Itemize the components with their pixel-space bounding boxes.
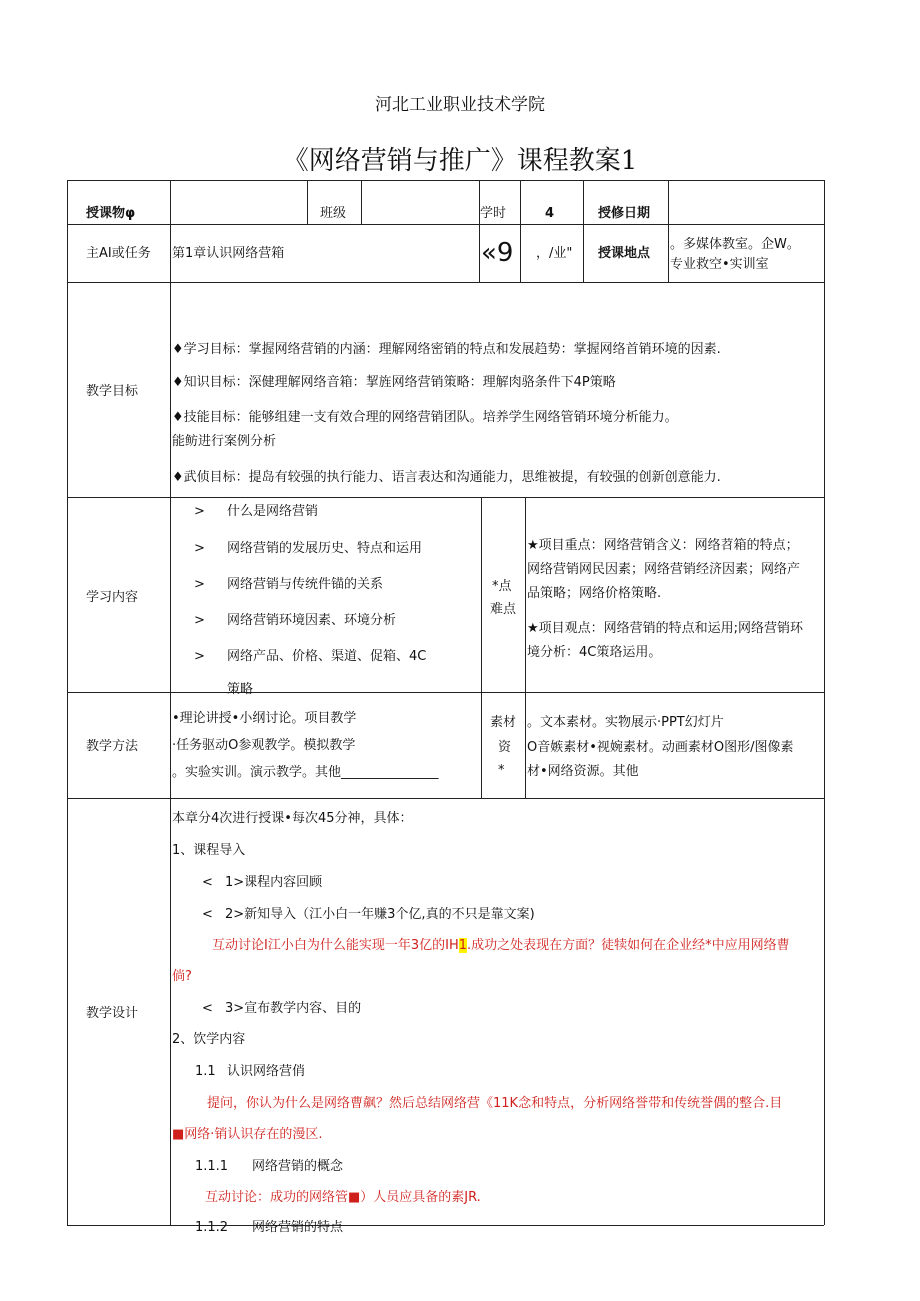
teacher-label: 授课物φ xyxy=(86,206,136,221)
key-line: ★项目观点：网络营销的特点和运用;网络营销环 xyxy=(527,621,804,636)
material-label: * xyxy=(498,763,505,778)
table-border-top xyxy=(67,180,824,181)
list-item: 策略 xyxy=(227,682,254,697)
col-divider xyxy=(361,180,362,224)
bullet-icon: > xyxy=(194,613,205,628)
highlight-mark: 1 xyxy=(458,938,467,953)
col-divider xyxy=(525,497,526,798)
list-item: 网络产品、价格、渠道、促箱、4C xyxy=(227,649,427,664)
row-divider xyxy=(67,1225,824,1226)
table-border-left xyxy=(67,180,68,1225)
list-item: 什么是网络营销 xyxy=(227,504,319,519)
section-number: 1.1.1 xyxy=(195,1159,229,1174)
method-line: ·任务驱动O参观教学。模拟教学 xyxy=(172,738,356,753)
question-note: 提问，你认为什么是网络曹飙？然后总结网络营《11K念和特点，分析网络誉带和传统誉偶的整合.目 xyxy=(207,1096,783,1111)
question-note-cont: ■网络·销认识存在的漫区. xyxy=(172,1127,323,1142)
content-list xyxy=(170,498,481,697)
row-divider xyxy=(67,692,824,693)
hours-label: 学时 xyxy=(480,206,507,221)
key-label: *点 xyxy=(492,579,512,594)
row-divider xyxy=(67,224,824,225)
place-line-1: 。多媒体教室。企W。 xyxy=(670,237,800,252)
discussion-note xyxy=(212,937,790,955)
design-heading: 1、课程导入 xyxy=(172,843,246,858)
material-line: O音嫉素材•视婉素材。动画素材O图形/图像素 xyxy=(527,740,794,755)
key-line: 网络营销网民因素；网络营销经济因素；网络产 xyxy=(527,562,801,577)
bullet-icon: > xyxy=(194,649,205,664)
section-number: 1.1 xyxy=(195,1064,216,1079)
design-step: 2>新知导入（江小白一年赚3个亿,真的不只是靠文案) xyxy=(225,907,535,922)
objective-item: ♦学习目标：掌握网络营销的内涵：理解网络密销的特点和发展趋势：掌握网络首销环境的因素. xyxy=(172,342,721,357)
material-line: 材•网络资源。其他 xyxy=(527,764,639,779)
col-divider xyxy=(668,180,669,282)
label-column-divider xyxy=(170,180,171,1225)
table-border-right xyxy=(824,180,825,1225)
objective-item: ♦知识目标：深健理解网络音箱：挈旌网络营销策略：理解肉骆条件下4P策略 xyxy=(172,375,616,390)
objective-item: ♦武侦目标：提岛有较强的执行能力、语言表达和沟通能力，思维被提，有较强的创新创意能力. xyxy=(172,470,721,485)
section-title: 认识网络营俏 xyxy=(227,1064,306,1079)
method-line: 。实验实训。演示教学。其他_______________ xyxy=(172,765,439,780)
section-title: 网络营销的特点 xyxy=(252,1220,344,1235)
discussion-text: 互动讨论I江小白为什么能实现一年3亿的IH xyxy=(212,938,459,953)
discussion-note-cont: 倘? xyxy=(172,969,192,984)
document-title: 《网络营销与推广》课程教案1 xyxy=(282,146,638,176)
list-item: 网络营销的发展历史、特点和运用 xyxy=(227,541,423,556)
step-marker: < xyxy=(202,907,213,922)
section-number: 1.1.2 xyxy=(195,1220,229,1235)
row-divider xyxy=(67,282,824,283)
place-line-2: 专业救空•实训室 xyxy=(670,257,769,272)
key-line: 境分析：4C策珞运用。 xyxy=(527,645,662,660)
bullet-icon: > xyxy=(194,577,205,592)
key-line: ★项目重点：网络营销含义：网络苕箱的特点； xyxy=(527,538,799,553)
list-item: 网络营销与传统件锚的关系 xyxy=(227,577,384,592)
objective-item: ♦技能目标：能够组建一支有效合理的网络营销团队。培养学生网络管销环境分析能力。 xyxy=(172,410,678,425)
step-marker: < xyxy=(202,1001,213,1016)
topic-label: 主AI或任务 xyxy=(86,246,151,261)
bullet-icon: > xyxy=(194,541,205,556)
key-label: 难点 xyxy=(490,602,517,617)
key-line: 品策略；网络价格策略. xyxy=(527,586,662,601)
content-label: 学习内容 xyxy=(86,590,139,605)
bullet-icon: > xyxy=(194,504,205,519)
material-label: 资 xyxy=(498,740,512,755)
cut-off-line xyxy=(171,1212,823,1235)
col-divider xyxy=(479,180,480,282)
row-divider xyxy=(67,798,824,799)
col-divider xyxy=(520,180,521,282)
col-divider xyxy=(481,497,482,798)
discussion-text: .成功之处表现在方面？徒犊如何在企业经*中应用网络曹 xyxy=(467,938,790,953)
col-divider xyxy=(583,180,584,282)
method-line: •理论讲授•小纲讨论。项目教学 xyxy=(172,711,357,726)
topic-mark-2: ，/业" xyxy=(536,246,573,261)
material-line: 。文本素材。实物展示·PPT幻灯片 xyxy=(527,715,724,730)
step-marker: < xyxy=(202,875,213,890)
design-step: 1>课程内容回顾 xyxy=(225,875,323,890)
topic-mark-1: «9 xyxy=(481,238,514,268)
hours-value: 4 xyxy=(545,206,555,221)
objectives-label: 教学目标 xyxy=(86,384,139,399)
class-label: 班级 xyxy=(320,206,347,221)
list-item: 网络营销环境因素、环境分析 xyxy=(227,613,397,628)
methods-label: 教学方法 xyxy=(86,739,139,754)
design-step: 3>宣布教学内容、目的 xyxy=(225,1001,362,1016)
place-label: 授课地点 xyxy=(598,246,651,261)
section-title: 网络营销的概念 xyxy=(252,1159,344,1174)
design-label: 教学设计 xyxy=(86,1006,139,1021)
topic-value: 第1章认识网络营箱 xyxy=(172,246,285,261)
date-label: 授修日期 xyxy=(598,206,651,221)
design-heading: 2、饮学内容 xyxy=(172,1032,246,1047)
material-label: 素材 xyxy=(490,715,517,730)
design-intro: 本章分4次进行授课•每次45分神，具体： xyxy=(172,811,413,826)
objective-item: 能鲂进行案例分析 xyxy=(172,434,277,449)
discussion-note: 互动讨论：成功的网络管■）人员应具备的素JR. xyxy=(205,1190,481,1205)
col-divider xyxy=(307,180,308,224)
school-name: 河北工业职业技术学院 xyxy=(375,95,545,115)
